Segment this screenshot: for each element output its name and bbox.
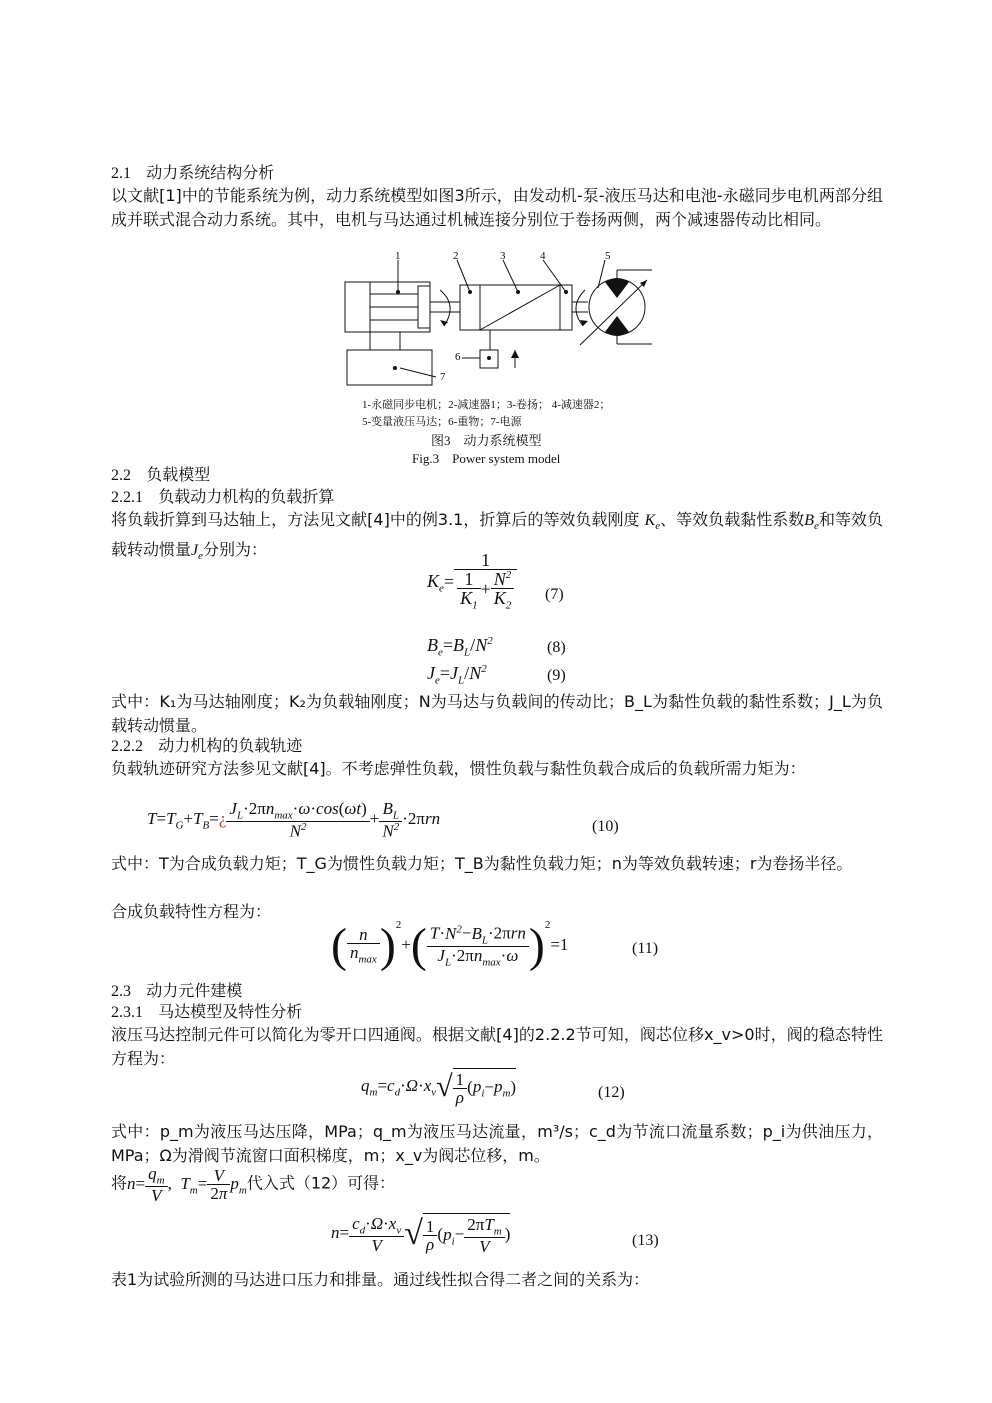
text-run: 和等效负载转动惯量 — [111, 510, 883, 560]
figure-label-7: 7 — [440, 371, 446, 383]
section-number: 2.2 — [111, 467, 131, 484]
equation-13: n= $\frac{c_d\cdot\Omega\cdot x_v}{V}$ √ $\frac{1}{\rho}$ ($p_i-$ $\frac{2\pi T_m}{V}$ ) — [331, 1213, 511, 1257]
figure-label-6: 6 — [455, 351, 461, 363]
equation-7: $K_e=$ 1 $\frac{1}{K_1}$ + $\frac{N^2}{K_2}$ — [427, 555, 517, 612]
text-run: 分别为： — [203, 540, 268, 560]
section-heading-2-2-1 — [111, 489, 334, 506]
text-run: 代入式（12）可得： — [246, 1173, 396, 1193]
equation-10: $T=T_G+T_B=¿$ $\frac{J_L\cdot 2\pi n_{max}\cdot\omega\cdot\cos(\omega t)}{N^2}$ + $\frac{B_L}{N^2}$ ·2πrn — [147, 799, 441, 842]
section-title: 动力机构的负载轨迹 — [158, 736, 303, 755]
equation-number-8: (8) — [547, 639, 566, 656]
section-title: 负载模型 — [146, 465, 211, 484]
section-heading-2-2 — [111, 467, 210, 484]
section-title: 马达模型及特性分析 — [158, 1002, 303, 1021]
figure-legend-line-1: 1-永磁同步电机；2-减速器1；3-卷扬； 4-减速器2； — [362, 399, 611, 411]
symbol-Be: $B_e$ — [804, 512, 819, 533]
section-heading-2-2-2 — [111, 738, 302, 755]
equation-number-10: (10) — [592, 818, 619, 835]
section-number: 2.1 — [111, 165, 131, 182]
section-number: 2.3 — [111, 983, 131, 1000]
paragraph-symbol-definitions-1: 式中：K₁为马达轴刚度；K₂为负载轴刚度；N为马达与负载间的传动比；B_L为黏性负载的黏性系数；J_L为负载转动惯量。 — [111, 692, 883, 735]
section-title: 动力系统结构分析 — [146, 163, 275, 182]
power-system-diagram — [340, 250, 660, 390]
paragraph-substitution: 将n= $\frac{q_m}{V}$ , $T_m=$ $\frac{V}{2\pi}$ $p_m$代入式（12）可得： — [111, 1164, 396, 1206]
section-number: 2.2.2 — [111, 738, 143, 755]
symbol-Je: $J_e$ — [191, 542, 204, 563]
paragraph-load-trajectory: 负载轨迹研究方法参见文献[4]。不考虑弹性负载，惯性负载与黏性负载合成后的负载所需力矩为： — [111, 759, 806, 778]
section-heading-2-1 — [111, 165, 274, 182]
paragraph-table-intro: 表1为试验所测的马达进口压力和排量。通过线性拟合得二者之间的关系为： — [111, 1270, 650, 1289]
paragraph-intro: 以文献[1]中的节能系统为例，动力系统模型如图3所示，由发动机-泵-液压马达和电池-永磁同步电机两部分组成并联式混合动力系统。其中，电机与马达通过机械连接分别位于卷扬两侧，两个减速器传动比相同。 — [111, 186, 883, 229]
equation-number-7: (7) — [545, 586, 564, 603]
section-heading-2-3 — [111, 983, 242, 1000]
section-title: 负载动力机构的负载折算 — [158, 487, 335, 506]
section-heading-2-3-1 — [111, 1004, 302, 1021]
text-run: 、等效负载黏性系数 — [660, 510, 805, 529]
figure-label-5: 5 — [605, 250, 611, 262]
equation-number-9: (9) — [547, 667, 566, 684]
paragraph-symbol-definitions-2: 式中：T为合成负载力矩；T_G为惯性负载力矩；T_B为黏性负载力矩；n为等效负载转速；r为卷扬半径。 — [111, 854, 853, 873]
equation-number-11: (11) — [632, 940, 659, 957]
section-number: 2.3.1 — [111, 1004, 143, 1021]
figure-legend-line-2: 5-变量液压马达；6-重物；7-电源 — [362, 416, 522, 428]
figure-caption-cn: 图3 动力系统模型 — [431, 433, 542, 448]
figure-label-1: 1 — [395, 250, 401, 262]
equation-11: ( $\frac{n}{n_{max}}$ )$^2$+( $\frac{T\cdot N^2-B_L\cdot 2\pi rn}{J_L\cdot 2\pi n_{max}\cdot\omega}$ )$^2$=1 — [331, 919, 569, 973]
symbol-Ke: $K_e$ — [644, 512, 661, 533]
section-title: 动力元件建模 — [146, 981, 243, 1000]
figure-caption-en: Fig.3 Power system model — [412, 451, 561, 466]
paragraph-load-characteristic: 合成负载特性方程为： — [111, 902, 272, 921]
figure-label-4: 4 — [540, 250, 546, 262]
equation-9: $J_e=J_L/N^2$ — [427, 663, 487, 687]
figure-label-2: 2 — [453, 250, 459, 262]
equation-number-13: (13) — [632, 1232, 659, 1249]
equation-8: $B_e=B_L/N^2$ — [427, 635, 493, 659]
paragraph-symbol-definitions-3: 式中：p_m为液压马达压降，MPa；q_m为液压马达流量，m³/s；c_d为节流口流量系数；p_i为供油压力，MPa；Ω为滑阀节流窗口面积梯度，m；x_v为阀芯位移，m。 — [111, 1122, 883, 1165]
text-run: 将 — [111, 1173, 128, 1193]
paragraph-valve-model: 液压马达控制元件可以简化为零开口四通阀。根据文献[4]的2.2.2节可知，阀芯位移x_v>0时，阀的稳态特性方程为： — [111, 1025, 883, 1068]
text-run: 将负载折算到马达轴上，方法见文献[4]中的例3.1，折算后的等效负载刚度 — [111, 510, 640, 529]
figure-label-3: 3 — [500, 250, 506, 262]
equation-12: $q_m=c_d\cdot\Omega\cdot x_v√$ $\frac{1}{\rho}$ $(p_i-p_m)$ — [361, 1070, 517, 1107]
section-number: 2.2.1 — [111, 489, 143, 506]
equation-number-12: (12) — [598, 1084, 625, 1101]
